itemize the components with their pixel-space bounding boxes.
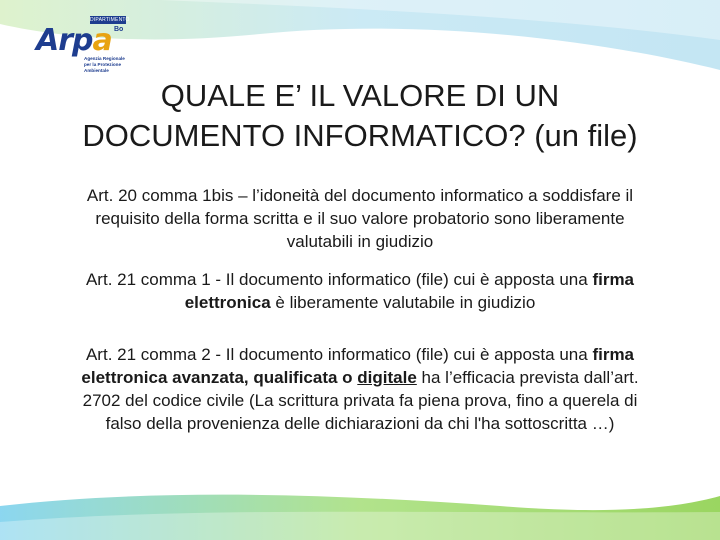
p2-bold: firma elettronica bbox=[184, 270, 635, 312]
slide-title bbox=[40, 76, 680, 156]
paragraph-art21-comma1 bbox=[80, 268, 640, 314]
p3-pre: Art. 21 comma 2 - Il documento informatico (file) cui è apposta una bbox=[85, 345, 593, 364]
logo-wordmark bbox=[36, 24, 112, 58]
slide-title-line2: DOCUMENTO INFORMATICO? (un file) bbox=[82, 118, 638, 153]
paragraph-art21-comma2 bbox=[80, 343, 640, 435]
logo-subtitle bbox=[84, 56, 138, 74]
logo-badge: DIPARTIMENTO bbox=[90, 17, 130, 23]
paragraph-art20: Art. 20 comma 1bis – l’idoneità del documento informatico a soddisfare il requisito della forma scritta e il suo valore probatorio sono liberamente valutabili in giudizio bbox=[86, 186, 634, 251]
logo-word-main: Arp bbox=[36, 23, 93, 58]
bottom-swoosh-light bbox=[0, 512, 720, 540]
p2-pre: Art. 21 comma 1 - Il documento informatico (file) cui è apposta una bbox=[85, 270, 593, 289]
p2-post: è liberamente valutabile in giudizio bbox=[270, 293, 536, 312]
logo-sup: Bo bbox=[114, 26, 124, 33]
arpa-logo bbox=[34, 16, 134, 72]
p3-post: ha l’efficacia prevista dall’art. 2702 del codice civile (La scrittura privata fa piena prova, fino a querela di falso della provenienza delle dichiarazioni da chi l'ha sottoscritta …) bbox=[82, 368, 639, 433]
logo-word-accent: a bbox=[92, 23, 112, 58]
p3-bold-underline: digitale bbox=[357, 368, 417, 387]
slide-title-line1: QUALE E’ IL VALORE DI UN bbox=[160, 78, 560, 113]
logo-subtitle-line2: per la Protezione Ambientale bbox=[84, 62, 122, 73]
logo-subtitle-line1: Agenzia Regionale bbox=[84, 56, 125, 61]
p3-bold: firma elettronica avanzata, qualificata o bbox=[81, 345, 635, 387]
